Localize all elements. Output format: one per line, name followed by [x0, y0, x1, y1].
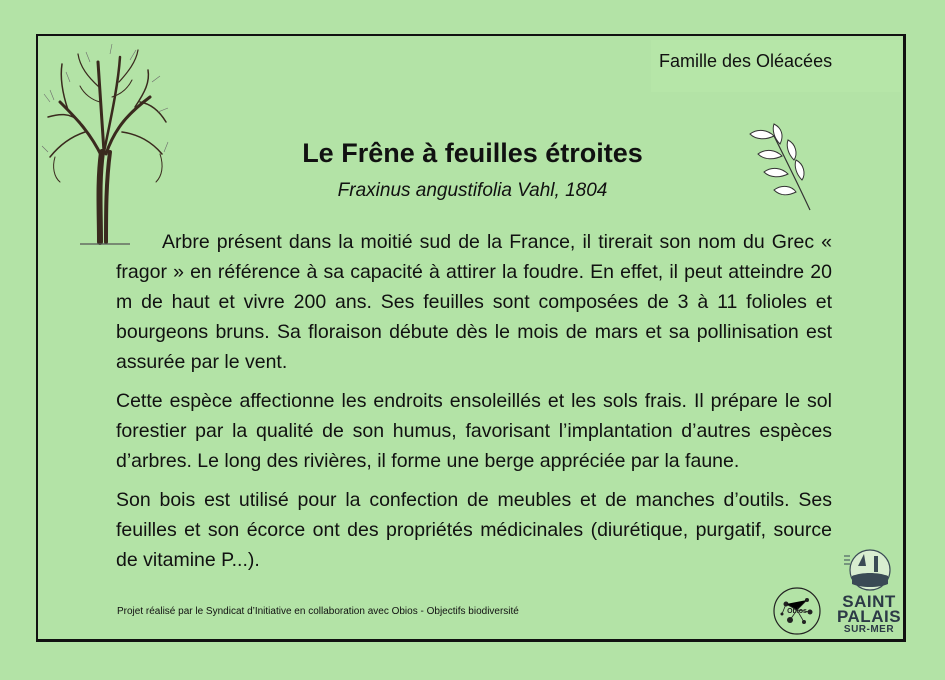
saint-palais-emblem-icon [838, 546, 898, 596]
paragraph-uses: Son bois est utilisé pour la confection de meubles et de manches d’outils. Ses feuilles et son écorce ont des propriétés médicinales (diurétique, purgatif, source de vitamine P...). [116, 489, 832, 571]
obios-logo-icon [772, 586, 822, 636]
family-label: Famille des Oléacées [651, 40, 901, 92]
saint-palais-logo [822, 594, 916, 635]
description [116, 227, 832, 584]
saint-palais-line2: PALAIS [836, 607, 902, 626]
paragraph-habitat: Cette espèce affectionne les endroits ensoleillés et les sols frais. Il prépare le sol forestier par la qualité de son humus, favorisant l’implantation d’autres espèces d’arbres. Le long des rivières, il forme une berge appréciée par la faune. [116, 390, 832, 472]
paragraph-origin: Arbre présent dans la moitié sud de la France, il tirerait son nom du Grec « fragor » en référence à sa capacité à attirer la foudre. En effet, il peut atteindre 20 m de haut et vivre 200 ans. Ses feuilles sont composées de 3 à 11 folioles et bourgeons bruns. Sa floraison débute dès le mois de mars et sa pollinisation est assurée par le vent. [116, 231, 832, 373]
saint-palais-line1: SAINT [842, 592, 896, 611]
obios-logo-text: Obios [787, 608, 807, 615]
page-title: Le Frêne à feuilles étroites [302, 138, 643, 168]
footer-credit: Projet réalisé par le Syndicat d’Initiative en collaboration avec Obios - Objectifs biodiversité [117, 606, 519, 617]
scientific-name: Fraxinus angustifolia Vahl, 1804 [337, 180, 608, 201]
saint-palais-line3: SUR-MER [843, 624, 895, 635]
